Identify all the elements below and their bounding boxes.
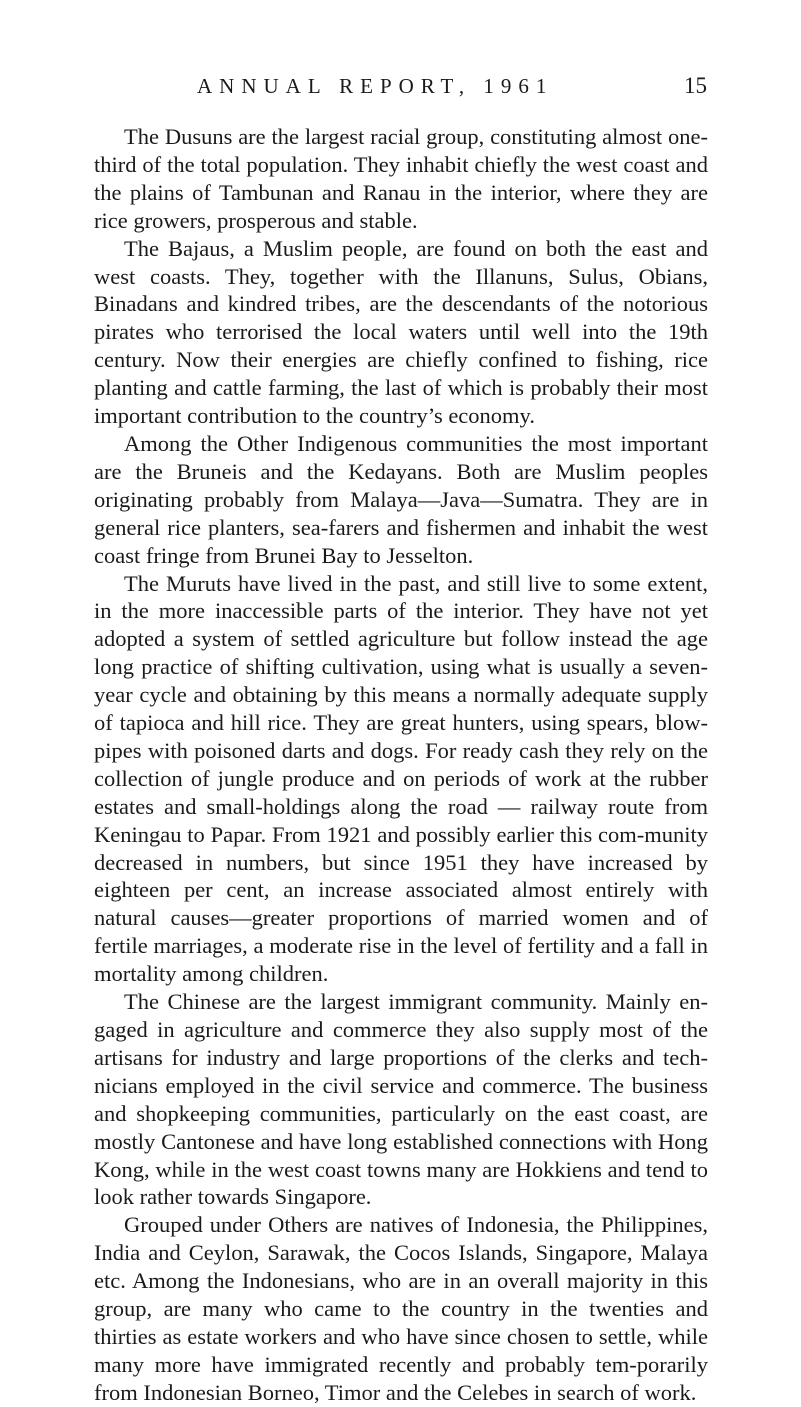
paragraph-bajaus: The Bajaus, a Muslim people, are found on both the east and west coasts. They, together with the Illanuns, Sulus, Obians, Binadans and kindred tribes, are the descendants of the notorious pirates who terrorised the local waters until well into the 19th century. Now their energies are chiefly confined to fishing, rice planting and cattle farming, the last of which is probably their most important contribution to the country’s economy. xyxy=(94,235,708,429)
running-title: ANNUAL REPORT, 1961 xyxy=(197,74,554,98)
paragraph-other-indigenous: Among the Other Indigenous communities the most important are the Bruneis and the Kedayans. Both are Muslim peoples originating probably from Malaya—Java—Sumatra. They are in general rice planters, sea-farers and fishermen and inhabit the west coast fringe from Brunei Bay to Jesselton. xyxy=(94,430,708,568)
paragraph-dusuns: The Dusuns are the largest racial group, constituting almost one-third of the total population. They inhabit chiefly the west coast and the plains of Tambunan and Ranau in the interior, where they are rice growers, prosperous and stable. xyxy=(94,124,708,233)
paragraph-chinese: The Chinese are the largest immigrant community. Mainly en-gaged in agriculture and commerce they also supply most of the artisans for industry and large proportions of the clerks and tech-nicians employed in the civil service and commerce. The business and shopkeeping communities, particularly on the east coast, are mostly Cantonese and have long established connections with Hong Kong, while in the west coast towns many are Hokkiens and tend to look rather towards Singapore. xyxy=(94,989,708,1210)
body-text xyxy=(94,123,708,1407)
page-number: 15 xyxy=(684,73,707,98)
paragraph-muruts: The Muruts have lived in the past, and still live to some extent, in the more inaccessible parts of the interior. They have not yet adopted a system of settled agriculture but follow instead the age long practice of shifting cultivation, using what is usually a seven-year cycle and obtaining by this means a normally adequate supply of tapioca and hill rice. They are great hunters, using spears, blow-pipes with poisoned darts and dogs. For ready cash they rely on the collection of jungle produce and on periods of work at the rubber estates and small-holdings along the road — railway route from Keningau to Papar. From 1921 and possibly earlier this com-munity decreased in numbers, but since 1951 they have increased by eighteen per cent, an increase associated almost entirely with natural causes—greater proportions of married women and of fertile marriages, a moderate rise in the level of fertility and a fall in mortality among children. xyxy=(94,570,708,987)
paragraph-others: Grouped under Others are natives of Indonesia, the Philippines, India and Ceylon, Sarawak, the Cocos Islands, Singapore, Malaya etc. Among the Indonesians, who are in an overall majority in this group, are many who came to the country in the twenties and thirties as estate workers and who have since chosen to settle, while many more have immigrated recently and probably tem-porarily from Indonesian Borneo, Timor and the Celebes in search of work. xyxy=(94,1212,708,1405)
running-header xyxy=(197,72,707,100)
